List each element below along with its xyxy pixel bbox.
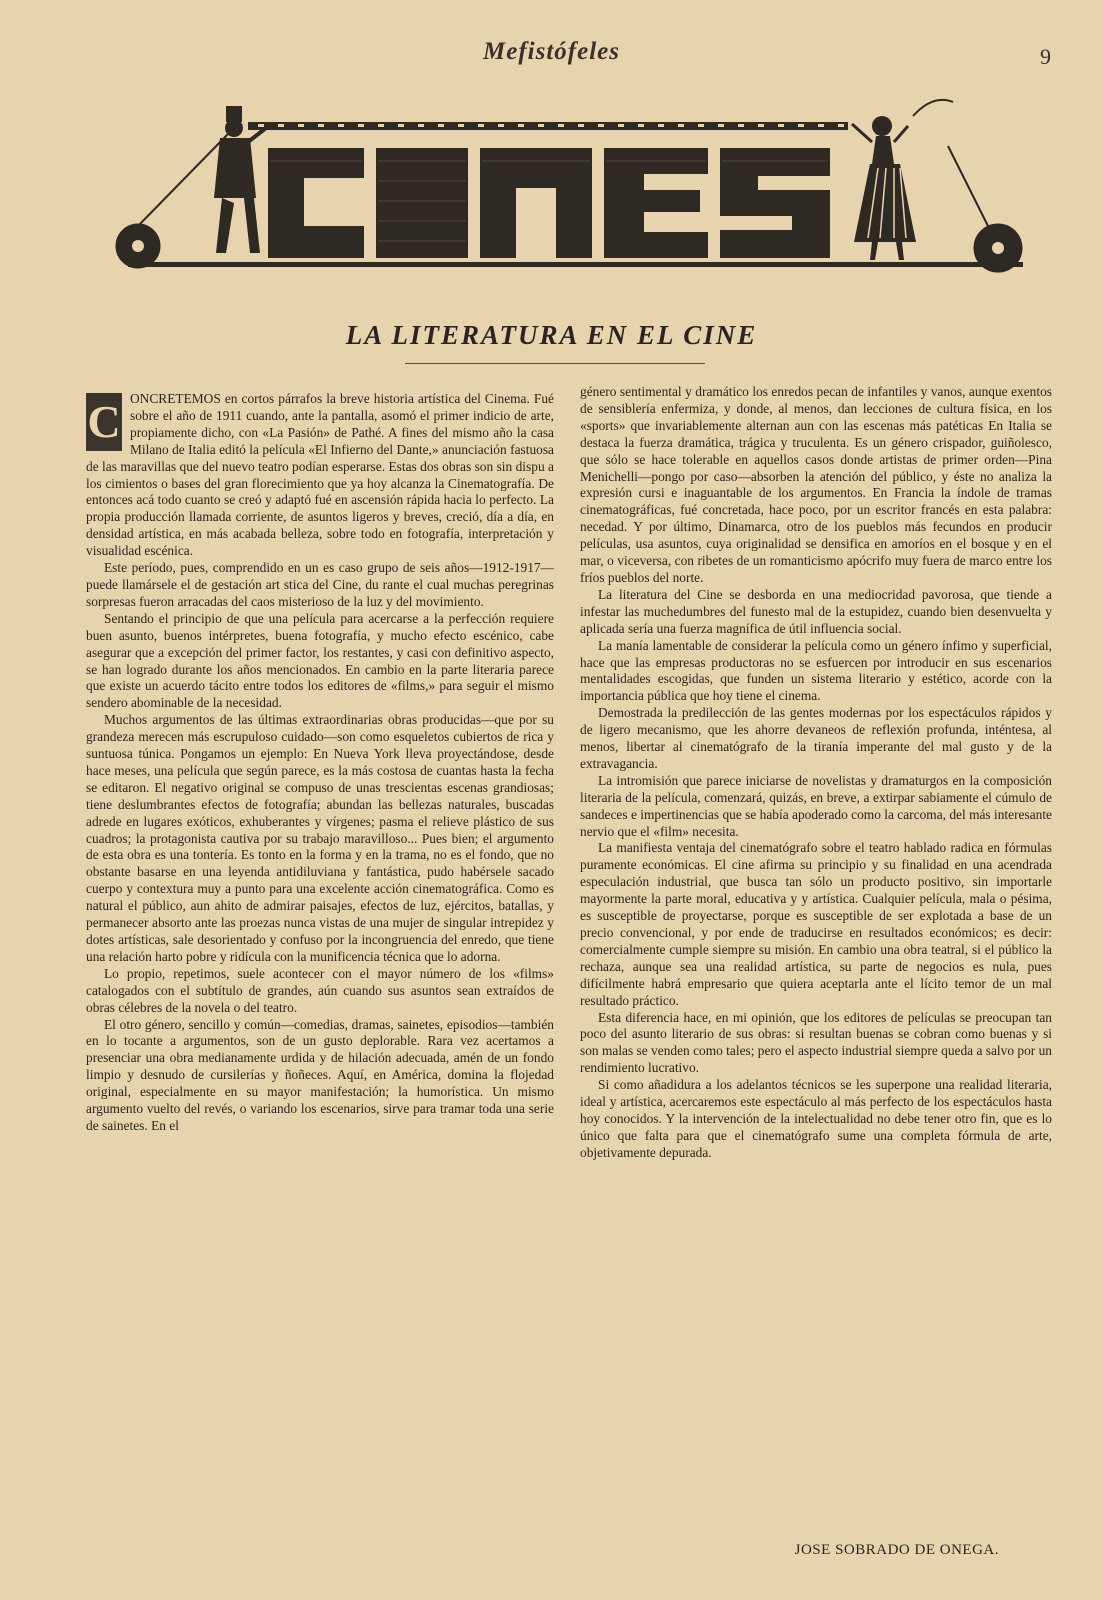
letter-n-block [480,148,592,258]
drop-cap: C [86,393,122,451]
cines-banner-illustration [108,86,1043,286]
paragraph: La intromisión que parece iniciarse de novelistas y dramaturgos en la composición literaria de la película, comenzará, quizás, en breve, a extirpar sabiamente el cúmulo de sandeces e impertinencias que se había apoderado como la carcoma, del más interesante nervio que el «film» necesita. [580,772,1052,839]
paragraph: Esta diferencia hace, en mi opinión, que los editores de películas se preocupan tan poco del asunto literario de sus obras: si resultan buenas se cobran como buenas y si son malas se venden como tales; pero el aspecto industrial siempre queda a salvo por un rendimiento lucrativo. [580,1009,1052,1076]
author-signature: JOSE SOBRADO DE ONEGA. [794,1542,999,1558]
letter-e-block [604,148,708,258]
article-right-column [580,384,1052,1162]
paragraph: Demostrada la predilección de las gentes modernas por los espectáculos rápidos y de ligero mecanismo, que les ahorre devaneos de reflexión profunda, inténtesa, al menos, libertar al cinematógrafo de la tiranía imperante del mal gusto y de la extravagancia. [580,705,1052,771]
paragraph: Muchos argumentos de las últimas extraordinarias obras producidas—que por su grandeza merecen más escrupuloso cuidado—son como esqueletos cubiertos de rica y suntuosa túnica. Pongamos un ejemplo: En Nueva York lleva proyectándose, desde hace meses, una película que según parece, es la más costosa de cuantas hasta la fecha se editaron. El negativo original se compuso de unas trescientas escenas grandiosas; tiene deslumbrantes efectos de fotografía; abundan las bellezas naturales, buscadas adrede en lugares exóticos, exhuberantes y vírgenes; pasma el relieve plástico de sus cuadros; la protagonista cautiva por su trabajo maravilloso... Pues bien; el argumento de esta obra es una tontería. Es tonto en la forma y en la trama, no es el fondo, que no obstante basarse en una leyenda antidiluviana y fantástica, pudo habérsele sacado cuerpo y contextura muy a punto para una excelente acción cinematográfica. Como es natural el público, aun ahito de admirar paisajes, efectos de luz, ejércitos, batallas, y permanecer absorto ante las proezas nunca vistas de una mujer de singular intrepidez y dotes artísticas, sale desorientado y confuso por la incongruencia del enredo, que tiene una relación harto pobre y ridícula con la munificencia técnica que lo adorna. [86,712,554,964]
paragraph: Lo propio, repetimos, suele acontecer con el mayor número de los «films» catalogados con el subtítulo de grandes, aún cuando sus asuntos sean extraídos de obras célebres de la novela o del teatro. [86,965,554,1015]
paragraph: género sentimental y dramático los enredos pecan de infantiles y vanos, aunque exentos de sensiblería enfermiza, y donde, al menos, dan lecciones de cultura física, en los «sports» que invariablemente alternan aun con las escenas más patéticas En Italia se destaca la fuerza dramática, trágica y truculenta. Es un género crispador, guiñolesco, que sólo se hace tolerable en aquellos casos donde artistas de primer orden—Pina Menichelli—pongo por caso—absorben la atención del público, y éste no analiza la expresión cursi e inaguantable de los argumentos. En Francia la índole de tramas cinematográficas, fué concretada, hace poco, por un escritor francés en esta palabra: necedad. Y por último, Dinamarca, otro de los pueblos más fecundos en producir películas, usa asuntos, cuya originalidad se densifica en amoríos en el bosque y en el mar, o viceversa, con ribetes de un romanticismo apócrifo muy fuera de marco entre los fríos pueblos del norte. [580,384,1052,585]
paragraph: El otro género, sencillo y común—comedias, dramas, sainetes, episodios—también en lo tocante a argumentos, son de un gusto deplorable. Rara vez acertamos a presenciar una obra medianamente urdida y de hilación adecuada, amén de un fondo limpio y desnudo de cursilerías y ñoñeces. Aquí, en América, domina la flojedad original, especialmente en su mayor manifestación; la humorística. Un mismo argumento vuelto del revés, o variando los escenarios, sirve para tramar toda una serie de sainetes. En el [86,1016,554,1133]
letter-c-block [268,148,364,258]
paragraph: ONCRETEMOS en cortos párrafos la breve historia artística del Cinema. Fué sobre el año de 1911 cuando, ante la pantalla, asomó el primer indicio de arte, propiamente dicho, con «La Pasión» de Pathé. A fines del mismo año la casa Milano de Italia editó la película «El Infierno del Dante,» anunciación fastuosa de las maravillas que del nuevo teatro podían esperarse. Estas dos obras son sin dispu a los cimientos o bases del gran florecimiento que ya hoy alcanza la Cinematografía. De entonces acá todo cuanto se creó y adaptó fué en ascensión rápida hacia lo perfecto. La propia producción llamada corriente, de asuntos ligeros y breves, creció, día a día, en densidad artística, en más acabada belleza, sobre todo en fotografía, interpretación y visualidad escénica. [86,391,554,559]
paragraph: Sentando el principio de que una película para acercarse a la perfección requiere buen asunto, buenos intérpretes, buena fotografía, y mucho efecto escénico, cabe asegurar que a excepción del primer factor, los restantes, y casi con definitivo aspecto, se han logrado durante los años mencionados. En cambio en la parte literaria parece que existe un acuerdo tácito entre todos los editores de «films,» para seguir el mismo sendero abominable de la necesidad. [86,610,554,711]
article-title: LA LITERATURA EN EL CINE [345,320,758,350]
title-divider [405,363,705,364]
paragraph: Si como añadidura a los adelantos técnicos se les superpone una realidad literaria, ideal y artística, acercaremos este espectáculo al más perfecto de los espectáculos hasta hoy conocidos. Y la intervención de la intelectualidad no debe tener otro fin, que es lo único que falta para que el cinematógrafo sume una completa fórmula de arte, objetivamente depurada. [580,1077,1052,1160]
woman-figure-illustration [852,100,953,260]
letter-s-block [720,148,830,258]
page-number: 9 [1040,44,1051,69]
paragraph: Este período, pues, comprendido en un es caso grupo de seis años—1912-1917—puede llamársele el de gestación art stica del Cine, du rante el cual muchas peregrinas sorpresas fueron arracadas del caos misterioso de la luz y del movimiento. [86,560,554,609]
paragraph: La manifiesta ventaja del cinematógrafo sobre el teatro hablado radica en fórmulas puramente económicas. El cine afirma su principio y su finalidad en una acendrada especulación industrial, que busca tan sólo un producto positivo, sin importarle mayormente la parte moral, educativa y y artística. Cualquier película, mala o pésima, es susceptible de proyectarse, porque es susceptible de ser explotada a base de un precio convencional, y por ende de traducirse en resultados económicos; es decir: comercialmente cumple siempre su misión. En cambio una obra teatral, si el público la rechaza, aunque sea una realidad artística, su parte de negocios es nula, pues difícilmente habrá empresario que quiera aceptarla ante el lícito temor de un mal resultado práctico. [580,840,1052,1008]
paragraph: La manía lamentable de considerar la película como un género ínfimo y superficial, hace que las empresas productoras no se esfuercen por introducir en sus escenarios mentalidades escogidas, que funden un sistema literario y estético, acorde con la importancia pública que hoy tiene el cinema. [580,637,1052,704]
article-left-column [86,391,554,1135]
paragraph: La literatura del Cine se desborda en una mediocridad pavorosa, que tiende a infestar las muchedumbres del funesto mal de la estupidez, cuando bien desenvuelta y aplicada sería una fuerza magnífica de útil influencia social. [580,586,1052,636]
banner-svg [108,86,1043,286]
running-title: Mefistófeles [483,38,620,65]
